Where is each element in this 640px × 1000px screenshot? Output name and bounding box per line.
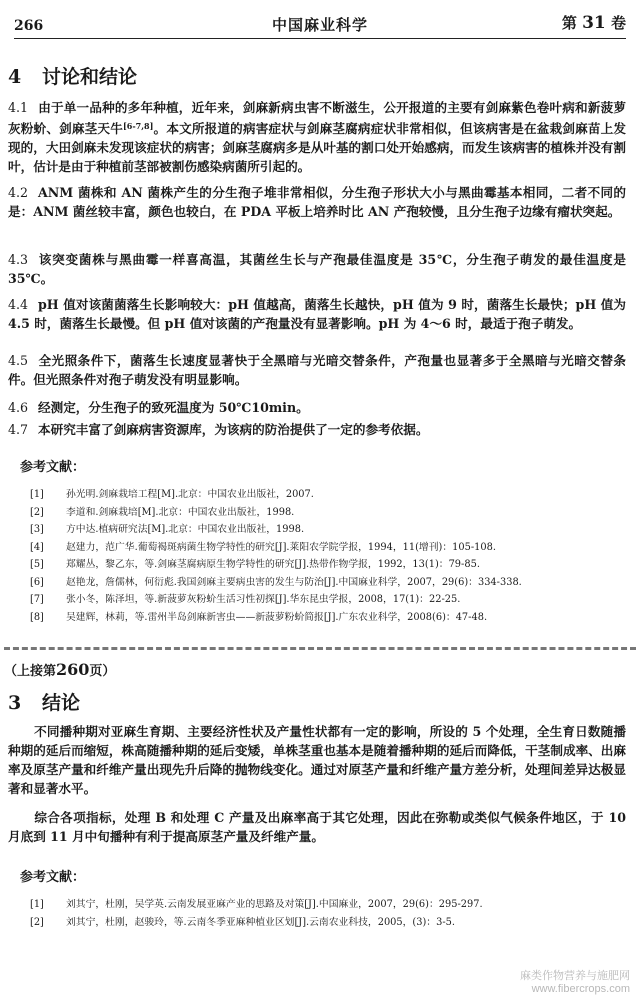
reference-index: [6] [30,576,44,588]
reference-item [30,504,626,522]
reference-item [30,914,626,932]
reference-list-2 [30,896,626,931]
paragraph-number: 4.3 [8,252,29,267]
reference-text: 张小冬，陈泽坦，等.新菠萝灰粉蚧生活习性初探[J].华东昆虫学报，2008，17(1)：22-25. [66,594,461,605]
paragraph-4-7 [8,420,626,439]
reference-text: 刘其宁，杜刚，吴学英.云南发展亚麻产业的思路及对策[J].中国麻业，2007，29(6)：295-297. [66,899,483,910]
reference-index: [4] [30,541,44,553]
volume-number: 31 [582,13,606,33]
reference-text: 郑耀丛，黎乙东，等.剑麻茎腐病原生物学特性的研究[J].热带作物学报，1992，13(1)：79-85. [66,559,480,570]
continued-from-note [4,660,115,679]
paragraph-text: 经测定，分生孢子的致死温度为 50℃10min。 [38,400,309,415]
references-title-2: 参考文献： [20,870,86,885]
reference-index: [7] [30,594,44,605]
paragraph-text: pH 值对该菌菌落生长影响较大：pH 值越高，菌落生长越快，pH 值为 9 时，菌落生长最快；pH 值为 4.5 时，菌落生长最慢。但 pH 值对该菌的产孢量没有显著影响。pH 为 4～6 时，最适于孢子萌发。 [8,297,626,331]
continued-prefix: （上接第 [4,664,57,679]
continued-page: 260 [56,660,90,679]
section-number: 3 [8,692,22,714]
paragraph-4-1 [8,98,626,176]
paragraph-4-3 [8,250,626,288]
paragraph-text: 由于单一品种的多年种植，近年来，剑麻新病虫害不断滋生，公开报道的主要有剑麻紫色卷叶病和新菠萝灰粉蚧、剑麻茎天牛 [8,100,626,136]
citation-mark: [6-7,8] [122,121,154,131]
watermark-line-2: www.fibercrops.com [531,983,630,995]
reference-index: [2] [30,916,44,928]
reference-index: [3] [30,524,44,535]
watermark-line-1: 麻类作物营养与施肥网 [520,970,630,982]
reference-index: [1] [30,489,44,500]
paragraph-text: ANM 菌株和 AN 菌株产生的分生孢子堆非常相似，分生孢子形状大小与黑曲霉基本相同，二者不同的是：ANM 菌丝较丰富，颜色也较白，在 PDA 平板上培养时比 AN 产孢较慢，且分生孢子边缘有瘤状突起。 [8,185,626,219]
reference-item [30,574,626,592]
paragraph-4-5 [8,351,626,389]
reference-item [30,591,626,609]
reference-text: 李道和.剑麻栽培[M].北京：中国农业出版社，1998. [66,506,295,518]
article-divider [4,647,636,650]
paragraph-number: 4.1 [8,100,29,115]
paragraph-4-6 [8,398,626,417]
site-watermark [520,970,630,996]
reference-item [30,609,626,627]
reference-text: 刘其宁，杜刚，赵骏玲，等.云南冬季亚麻种植业区划[J].云南农业科技，2005，(3)：3-5. [66,916,455,928]
section-title: 讨论和结论 [42,66,138,88]
reference-item [30,486,626,504]
reference-text: 吴建辉，林莉，等.雷州半岛剑麻新害虫——新菠萝粉蚧简报[J].广东农业科学，2008(6)：47-48. [66,611,488,623]
reference-item [30,521,626,539]
volume-suffix: 卷 [610,14,626,32]
paragraph-number: 4.4 [8,297,29,312]
reference-item [30,896,626,914]
reference-text: 孙光明.剑麻栽培工程[M].北京：中国农业出版社，2007. [66,489,314,500]
section-number: 4 [8,66,22,88]
running-header [14,8,626,39]
journal-title: 中国麻业科学 [271,16,368,34]
conclusion-paragraph-1 [8,722,626,798]
continued-suffix: 页） [89,664,116,679]
reference-text: 赵建力，范广华.葡萄褐斑病菌生物学特性的研究[J].莱阳农学院学报，1994，11(增刊)：105-108. [66,541,496,553]
paragraph-text-cont: 。本文所报道的病害症状与剑麻茎腐病症状非常相似，但该病害是在盆栽剑麻苗上发现的，大田剑麻未发现该症状的病害；剑麻茎腐病多是从叶基的割口处开始感病，而发生该病害的植株并没有割叶，估计是由于种植前茎部被割伤感染病菌所引起的。 [8,121,627,174]
paragraph-number: 4.6 [8,400,29,415]
references-title: 参考文献： [20,460,86,475]
paragraph-text: 全光照条件下，菌落生长速度显著快于全黑暗与光暗交替条件，产孢量也显著多于全黑暗与光暗交替条件。但光照条件对孢子萌发没有明显影响。 [8,353,626,387]
volume-label [562,12,626,33]
page-number: 266 [14,18,44,34]
paragraph-4-4 [8,295,626,333]
section-title: 结论 [42,692,81,714]
reference-index: [1] [30,899,44,910]
reference-list [30,486,626,626]
paragraph-text: 综合各项指标，处理 B 和处理 C 产量及出麻率高于其它处理，因此在弥勒或类似气候条件地区，于 10 月底到 11 月中旬播种有利于提高原茎产量及纤维产量。 [8,810,626,844]
reference-text: 方中达.植病研究法[M].北京：中国农业出版社，1998. [66,524,305,535]
paragraph-text: 不同播种期对亚麻生育期、主要经济性状及产量性状都有一定的影响，所设的 5 个处理，全生育日数随播种期的延后而缩短，株高随播种期的延后变矮，单株茎重也基本是随着播种期的延后而降低，干茎制成率、出麻率及原茎产量和纤维产量出现先升后降的抛物线变化。通过对原茎产量和纤维产量方差分析，处理间差异达极显著和显著水平。 [8,724,626,796]
paragraph-number: 4.5 [8,353,29,368]
section-3-heading [8,688,80,715]
paragraph-text: 该突变菌株与黑曲霉一样喜高温，其菌丝生长与产孢最佳温度是 35℃，分生孢子萌发的最佳温度是 35℃。 [8,252,626,286]
reference-item [30,539,626,557]
reference-text: 赵艳龙，詹儒林，何衍彪.我国剑麻主要病虫害的发生与防治[J].中国麻业科学，2007，29(6)：334-338. [66,576,522,588]
volume-prefix: 第 [561,14,577,32]
paragraph-4-2 [8,183,626,221]
section-4-heading [8,62,137,89]
reference-index: [8] [30,611,44,623]
paragraph-number: 4.2 [8,185,29,200]
paragraph-text: 本研究丰富了剑麻病害资源库，为该病的防治提供了一定的参考依据。 [38,422,429,437]
reference-index: [2] [30,506,44,518]
reference-item [30,556,626,574]
reference-index: [5] [30,559,44,570]
paragraph-number: 4.7 [8,422,29,437]
conclusion-paragraph-2 [8,808,626,846]
